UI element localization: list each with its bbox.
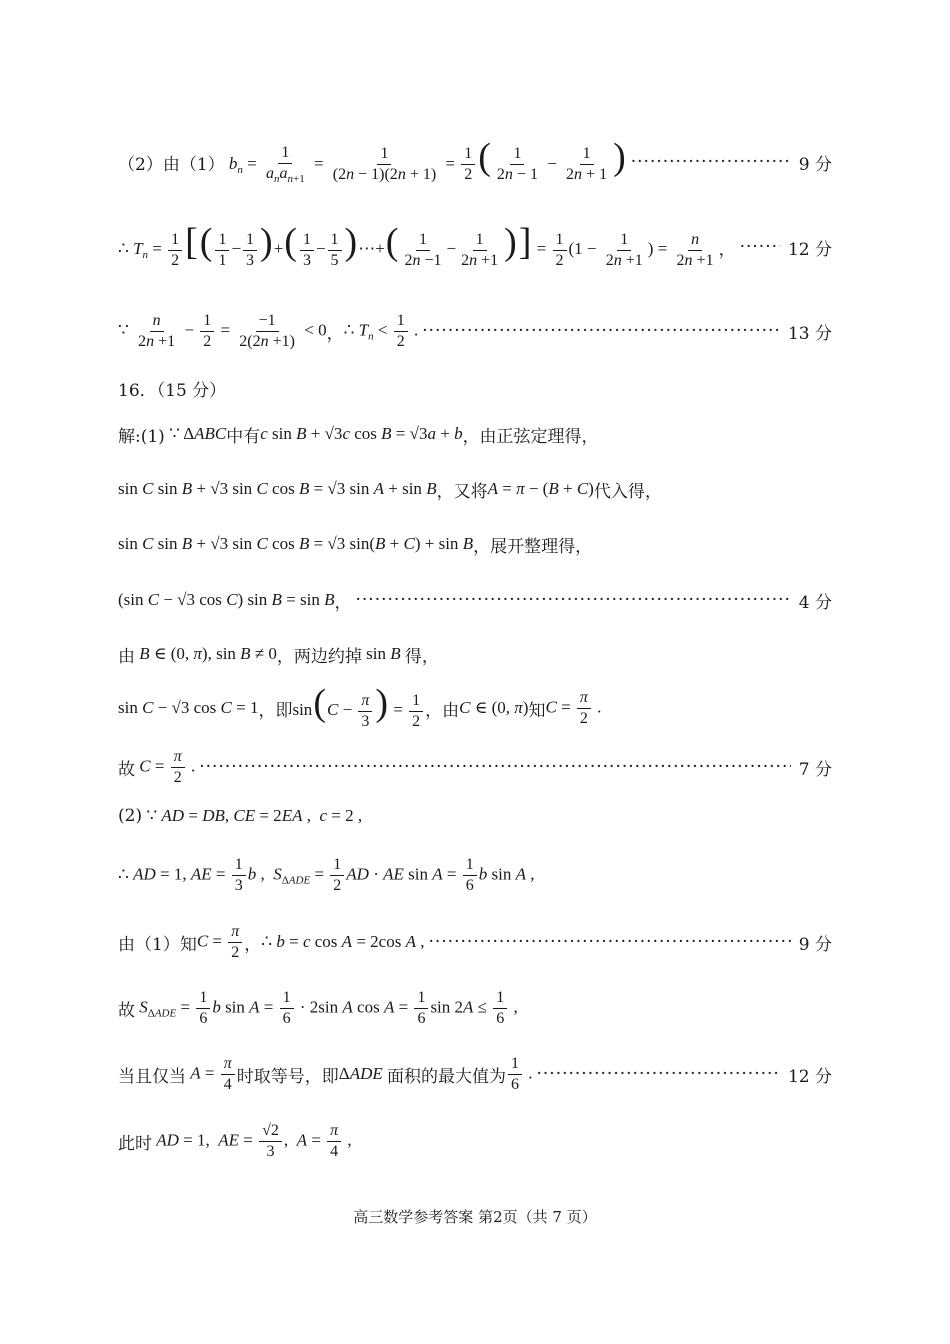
line-max-area <box>118 1049 832 1099</box>
text-fragment: 此时 <box>118 1133 152 1154</box>
line-solution-start <box>118 420 832 448</box>
separator: ， <box>244 934 262 955</box>
formula-ade: ΔADE <box>338 1064 383 1083</box>
text-fragment: 当且仅当 <box>118 1066 186 1087</box>
leader-dots <box>536 1064 779 1084</box>
line-inequality <box>118 306 832 356</box>
formula-c-equation: sin C − √3 cos C = 1 <box>118 698 259 717</box>
formula-area: AD = 1, AE = $\frac{1}{3}$ b , $S_{\Delta ADE}$ = $\frac{1}{2}$ AD · AE sin A = $\frac{1}{6}$ b sin A , <box>133 855 535 894</box>
leader-dots <box>631 152 791 172</box>
line-c-result <box>118 742 832 792</box>
formula-final-values: AD = 1, AE = $\frac{√2}{3}$ , A = $\frac{\pi}{4}$ , <box>156 1121 352 1160</box>
score-label: 13 分 <box>787 323 832 344</box>
line-simplified <box>118 586 832 614</box>
problem-number: 16．（15 分） <box>118 380 227 401</box>
formula-b-range: B ∈ (0, π), sin B ≠ 0 <box>139 644 277 663</box>
line-cancel <box>118 640 832 668</box>
score-label: 4 分 <box>798 592 832 613</box>
line-b-value <box>118 917 832 967</box>
score-label: 7 分 <box>798 759 832 780</box>
formula-simplified: (sin C − √3 cos C) sin B = sin B <box>118 590 335 609</box>
part-label: (2) <box>118 806 143 826</box>
separator: ， <box>718 239 736 260</box>
formula-expand: sin C sin B + √3 sin C cos B = √3 sin(B + C) + sin B <box>118 534 474 553</box>
text-fragment: 故 <box>118 1000 135 1021</box>
text-fragment: ，展开整理得， <box>473 536 593 557</box>
score-label: 9 分 <box>798 934 832 955</box>
formula-a-value: A = $\frac{\pi}{4}$ <box>186 1054 237 1095</box>
text-fragment: ，由 <box>425 700 460 721</box>
formula-area-bound: $S_{\Delta ADE}$ = $\frac{1}{6}$ b sin A = $\frac{1}{6}$ · 2sin A cos A = $\frac{1}{6}$ sin 2A ≤ $\frac{1}{6}$ , <box>139 988 518 1027</box>
line-area-formula <box>118 850 832 900</box>
formula-substitute: A = π − (B + C) <box>487 479 594 498</box>
therefore-symbol: ∴ <box>118 865 129 885</box>
text-fragment: ，即 <box>258 700 293 721</box>
formula-c-range: C ∈ (0, π) <box>459 698 529 717</box>
text-fragment: ，由正弦定理得， <box>462 426 599 447</box>
score-label: 12 分 <box>787 239 832 260</box>
formula-bn: $b_n$ = $\frac{1}{a_na_{n+1}}$ = $\frac{1}{(2n - 1)(2n + 1)}$ = $\frac{1}{2}$ ( $\frac{1}{2n - 1}$ − $\frac{1}{2n + 1}$ ) <box>228 135 626 185</box>
text-fragment: ，又将 <box>436 481 488 502</box>
line-bn <box>118 137 832 187</box>
problem-heading <box>118 374 832 402</box>
formula-sinb: sin B <box>361 644 401 663</box>
leader-dots <box>422 321 780 341</box>
score-label: 9 分 <box>798 154 832 175</box>
line-part2 <box>118 802 832 830</box>
line-tn <box>118 222 832 272</box>
formula-triangle: ∵ ΔABC <box>164 424 227 443</box>
line-area-bound <box>118 983 832 1033</box>
leader-dots <box>740 237 780 257</box>
line-prefix: （2）由（1） <box>118 154 225 175</box>
text-fragment: 由（1）知 <box>118 934 197 955</box>
formula-c-value: C = $\frac{\pi}{2}$ . <box>545 688 602 727</box>
formula-inequality: ∵ $\frac{n}{2n +1}$ − $\frac{1}{2}$ = $\frac{-1}{2(2n +1)}$ < 0 <box>118 311 327 350</box>
line-final-values <box>118 1116 832 1166</box>
text-fragment: 代入得， <box>593 481 662 502</box>
text-fragment: 由 <box>118 646 135 667</box>
text-fragment: 中有 <box>226 426 261 447</box>
formula-part2-given: ∵ AD = DB, CE = 2EA , c = 2 , <box>142 806 363 825</box>
leader-dots <box>428 932 790 952</box>
text-fragment: 知 <box>528 700 546 721</box>
text-fragment: 得， <box>404 646 439 667</box>
text-fragment: 时取等号，即 <box>236 1066 339 1087</box>
formula-condition: c sin B + √3c cos B = √3a + b <box>260 424 463 443</box>
text-fragment: 面积的最大值为 <box>386 1066 506 1087</box>
formula-sine: sin C sin B + √3 sin C cos B = √3 sin A + sin B <box>118 479 437 498</box>
text-fragment: 故 <box>118 759 135 780</box>
separator: ， <box>334 592 352 613</box>
text-fragment: ，两边约掉 <box>276 646 362 667</box>
line-expand <box>118 530 832 558</box>
formula-conclusion: ∴ $T_n$ < $\frac{1}{2}$ . <box>343 311 419 350</box>
leader-dots <box>199 757 791 777</box>
formula-max-value: $\frac{1}{6}$ . <box>506 1054 533 1095</box>
formula-c-sin: sin(C − $\frac{\pi}{3}$ ) = $\frac{1}{2}$ <box>292 684 425 732</box>
formula-c-known: C = $\frac{\pi}{2}$ <box>197 922 244 963</box>
score-label: 12 分 <box>787 1066 832 1087</box>
formula-c-result: C = $\frac{\pi}{2}$ . <box>139 747 196 786</box>
line-sine-rule <box>118 475 832 503</box>
formula-tn: ∴ $T_n$ = $\frac{1}{2}$ [( $\frac{1}{1}$ − $\frac{1}{3}$ )+( $\frac{1}{3}$ − $\frac{1}{5}$ )⋯+( $\frac{1}{2n -1}$ − $\frac{1}{2n +1}$ )] = $\frac{1}{2}$ (1 − $\frac{1}{2n +1}$ ) = $\frac{n}{2n +1}$ <box>118 221 714 269</box>
formula-b-cos: ∴ b = c cos A = 2cos A , <box>261 932 425 951</box>
separator: ， <box>326 323 344 344</box>
line-solve-c <box>118 683 832 733</box>
part-label: 解:(1) <box>118 426 165 447</box>
leader-dots <box>356 590 791 610</box>
page-footer: 高三数学参考答案 第2页（共 7 页） <box>353 1208 597 1226</box>
